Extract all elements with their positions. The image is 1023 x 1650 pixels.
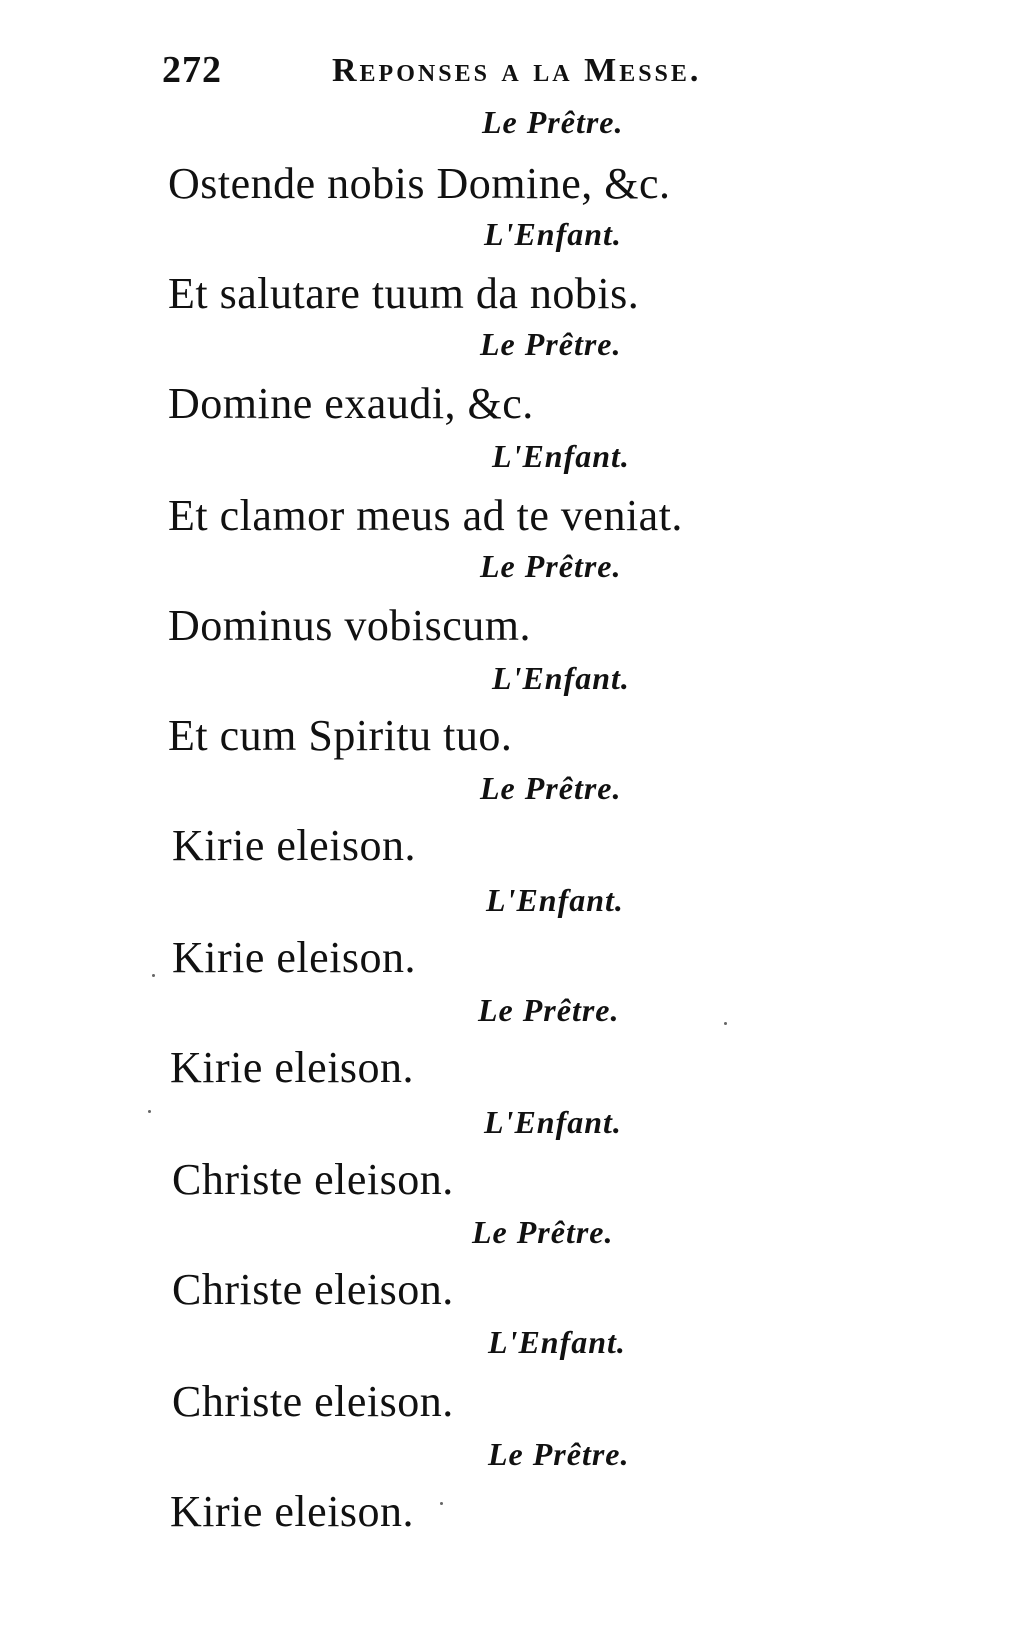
page-header xyxy=(162,48,802,98)
speaker-label: L'Enfant. xyxy=(492,438,630,474)
speaker-label: L'Enfant. xyxy=(484,1104,622,1140)
speaker-label: L'Enfant. xyxy=(488,1324,626,1360)
speaker-label: L'Enfant. xyxy=(492,660,630,696)
speaker-label: Le Prêtre. xyxy=(488,1436,630,1472)
page-number: 272 xyxy=(162,49,222,91)
response-line: Kirie eleison. xyxy=(172,933,417,982)
response-line: Kirie eleison. xyxy=(170,1487,415,1536)
response-line: Christe eleison. xyxy=(172,1265,454,1314)
response-line: Et cum Spiritu tuo. xyxy=(168,711,513,760)
speaker-label: Le Prêtre. xyxy=(480,548,622,584)
response-line: Christe eleison. xyxy=(172,1155,454,1204)
speaker-label: Le Prêtre. xyxy=(478,992,620,1028)
scan-speck xyxy=(440,1502,443,1505)
speaker-label: Le Prêtre. xyxy=(482,104,624,140)
speaker-label: L'Enfant. xyxy=(484,216,622,252)
scan-speck xyxy=(724,1022,727,1025)
response-line: Christe eleison. xyxy=(172,1377,454,1426)
response-line: Et salutare tuum da nobis. xyxy=(168,269,640,318)
response-line: Kirie eleison. xyxy=(170,1043,415,1092)
speaker-label: Le Prêtre. xyxy=(480,770,622,806)
scan-speck xyxy=(148,1110,151,1113)
response-line: Ostende nobis Domine, &c. xyxy=(168,159,671,208)
speaker-label: Le Prêtre. xyxy=(480,326,622,362)
response-line: Kirie eleison. xyxy=(172,821,417,870)
response-line: Dominus vobiscum. xyxy=(168,601,531,650)
scan-speck xyxy=(152,974,155,977)
speaker-label: L'Enfant. xyxy=(486,882,624,918)
response-line: Domine exaudi, &c. xyxy=(168,379,534,428)
response-line: Et clamor meus ad te veniat. xyxy=(168,491,683,540)
running-head: Reponses a la Messe. xyxy=(332,52,702,89)
speaker-label: Le Prêtre. xyxy=(472,1214,614,1250)
